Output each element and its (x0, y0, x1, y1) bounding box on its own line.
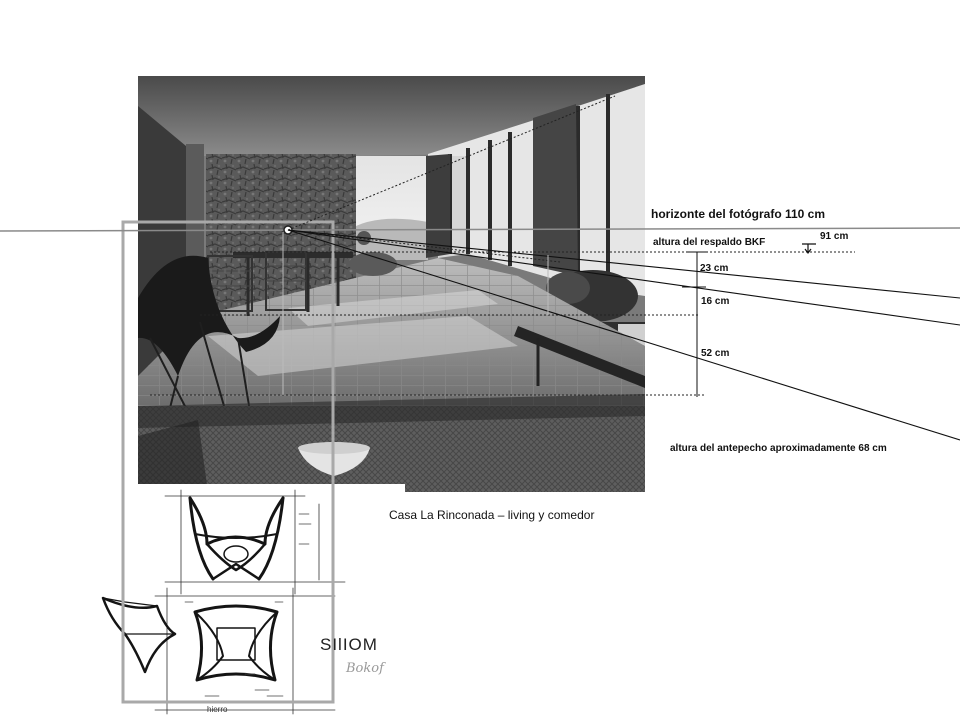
arrow-91 (802, 244, 816, 253)
horizon-label: horizonte del fotógrafo 110 cm (651, 207, 826, 221)
dimension-91-label: 91 cm (820, 231, 849, 242)
photo-caption: Casa La Rinconada – living y comedor (389, 508, 595, 522)
ray-top (288, 230, 960, 298)
sketch-word-sillon: SIlIOM (320, 635, 378, 654)
ray-middle (288, 230, 960, 325)
backrest-label: altura del respaldo BKF (653, 237, 766, 248)
sketch-word-bkf: Bokof (346, 661, 384, 676)
horizon-line (0, 228, 960, 231)
dimension-16-label: 16 cm (701, 296, 730, 307)
ray-bottom (288, 230, 960, 440)
dimension-23-label: 23 cm (700, 263, 729, 274)
parapet-label: altura del antepecho aproximadamente 68 cm (670, 443, 887, 454)
chair-frame (123, 222, 333, 702)
dimension-52-label: 52 cm (701, 348, 730, 359)
sketch-word-bottom: hierro (207, 705, 228, 714)
